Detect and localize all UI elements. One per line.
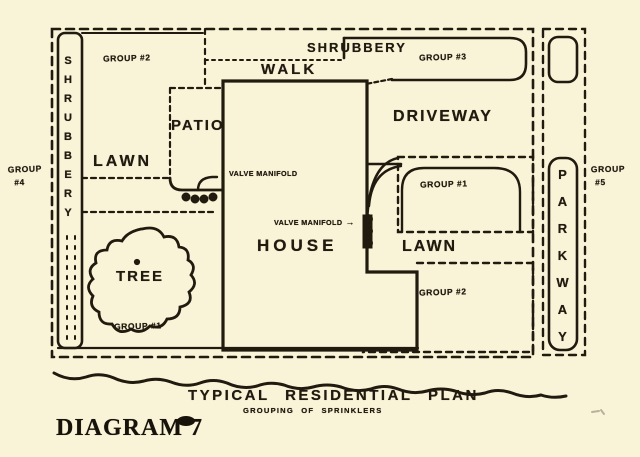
group1-lawn-box [398, 157, 533, 232]
walk-label: WALK [261, 61, 318, 78]
group2-rear-label: GROUP #2 [418, 286, 467, 298]
patio-label: PATIO [171, 117, 225, 134]
driveway-label: DRIVEWAY [393, 108, 493, 125]
plan-subtitle: GROUPING OF SPRINKLERS [243, 406, 383, 415]
driveway-curb-arcs [367, 158, 401, 222]
shrubbery-top-label: SHRUBBERY [307, 40, 407, 55]
lawn-right-label: LAWN [402, 238, 458, 255]
valve-manifold-lower-symbol [363, 215, 373, 249]
valve-manifold-lower-label [274, 217, 355, 227]
plan-title: TYPICAL RESIDENTIAL PLAN [188, 387, 479, 404]
scan-artifacts [177, 410, 604, 426]
group2-left-label: GROUP #2 [102, 52, 151, 64]
group5-line2: #5 [595, 177, 606, 188]
lawn-left-label: LAWN [93, 153, 153, 170]
group4-line2: #4 [14, 177, 26, 188]
patio-outline [170, 88, 223, 190]
group3-top-label: GROUP #3 [418, 51, 467, 63]
group1-tree-label: GROUP #1 [113, 320, 162, 332]
parkway-label: PARKWAY [555, 167, 570, 356]
group4-line1: GROUP [7, 163, 43, 175]
valve-manifold-lower-text: VALVE MANIFOLD [274, 217, 343, 227]
tree-label: TREE [116, 268, 165, 285]
arrow-right-icon: → [345, 217, 355, 227]
group1-right-label: GROUP #1 [419, 178, 468, 190]
valve-manifold-upper-label: VALVE MANIFOLD [229, 169, 298, 178]
group4-label [8, 162, 43, 190]
group5-label [591, 163, 626, 190]
group5-line1: GROUP [590, 163, 626, 175]
shrubbery-left-label: SHRUBBERY [62, 55, 74, 226]
valve-manifold-upper-symbol [182, 193, 217, 203]
diagram-caption: DIAGRAM 7 [56, 415, 203, 441]
house-label: HOUSE [257, 236, 338, 255]
house-outline [223, 81, 417, 350]
